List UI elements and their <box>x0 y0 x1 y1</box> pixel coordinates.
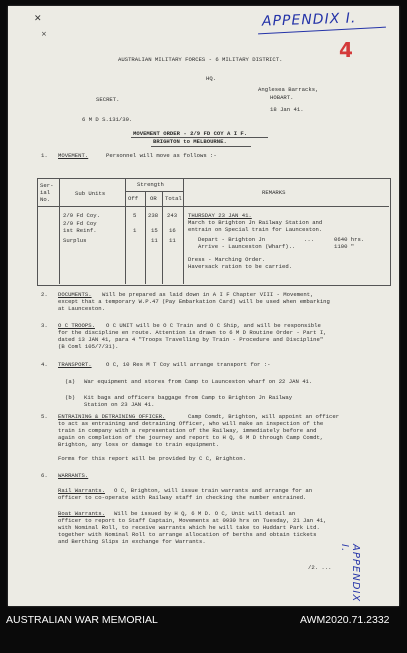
remarks-arrive: Arrive - Launceston (Wharf).. <box>198 243 296 250</box>
remarks-haversack: Haversack ration to be carried. <box>188 263 293 270</box>
remarks-dress: Dress - Marching Order. <box>188 256 266 263</box>
document-page <box>8 6 399 606</box>
column-header-strength: Strength <box>137 181 164 188</box>
column-header-serial: No. <box>40 196 51 203</box>
boat-warrants-line: with Nominal Roll, to receive warrants which he will take to Huddart Park Ltd. <box>58 524 320 531</box>
table-cell-total: 243 <box>167 212 178 219</box>
oc-troops-line: dated 13 JAN 41, para 4 "Troops Travelling by Train - Procedure and Discipline" <box>58 336 324 343</box>
order-title: MOVEMENT ORDER - 2/9 FD COY A I F. <box>133 130 248 137</box>
boat-warrants-heading: Boat Warrants. <box>58 510 105 517</box>
table-cell-total: 16 <box>169 227 176 234</box>
section-heading-movement: MOVEMENT. <box>58 152 89 159</box>
transport-item-b: Station on 23 JAN 41. <box>84 401 155 408</box>
section-heading-entraining: ENTRAINING & DETRAINING OFFICER. <box>58 413 166 420</box>
handwritten-red-number: 4 <box>339 38 353 62</box>
secret-label: SECRET. <box>96 96 120 103</box>
document-title: AUSTRALIAN MILITARY FORCES - 6 MILITARY DISTRICT. <box>118 56 283 63</box>
entraining-line: Camp Comdt, Brighton, will appoint an officer <box>188 413 340 420</box>
order-route-underline <box>151 146 251 147</box>
column-header-total: Total <box>165 195 182 202</box>
rail-warrants-line: officer to co-operate with Railway staff in checking the number entrained. <box>58 494 307 501</box>
section-number: 1. <box>41 152 48 159</box>
table-header-rule <box>37 206 389 207</box>
oc-troops-line: for the discipline en route. Attention is drawn to 6 M D Routine Order - Part I, <box>58 329 327 336</box>
continued-marker: /2. ... <box>308 564 332 571</box>
transport-intro: O C, 10 Res M T Coy will arrange transport for :- <box>106 361 271 368</box>
movement-intro: Personnel will move as follows :- <box>106 152 217 159</box>
table-divider <box>183 178 184 284</box>
boat-warrants-line: together with Nominal Roll to arrange allocation of berths and obtain tickets <box>58 531 317 538</box>
barracks-address: Anglesea Barracks, <box>258 86 319 93</box>
table-cell-unit: 2/9 Fd Coy <box>63 220 97 227</box>
table-cell-unit: Surplus <box>63 237 87 244</box>
entraining-forms: Forms for this report will be provided by C C, Brighton. <box>58 455 246 462</box>
handwritten-appendix-side: APPENDIX I. <box>339 544 361 603</box>
table-divider <box>145 191 146 284</box>
table-divider <box>125 178 126 284</box>
table-cell-or: 15 <box>151 227 158 234</box>
table-divider <box>162 191 163 284</box>
transport-item-b: Kit bags and officers baggage from Camp to Brighton Jn Railway <box>84 394 293 401</box>
documents-line: Will be prepared as laid down in A I F Chapter VIII - Movement, <box>102 291 314 298</box>
hq-label: HQ. <box>206 75 217 82</box>
transport-item-label: (a) <box>65 378 76 385</box>
section-number: 4. <box>41 361 48 368</box>
footer-source: AUSTRALIAN WAR MEMORIAL <box>6 614 158 626</box>
remarks-arrive-time: 1100 " <box>334 243 355 250</box>
entraining-line: to act as entraining and detraining Officer, who will make an inspection of the <box>58 420 324 427</box>
table-cell-total: 11 <box>169 237 176 244</box>
section-number: 5. <box>41 413 48 420</box>
section-heading-transport: TRANSPORT. <box>58 361 92 368</box>
remarks-depart: Depart - Brighton Jn <box>198 236 266 243</box>
order-route: BRIGHTON to MELBOURNE. <box>153 138 227 145</box>
table-cell-unit: 2/9 Fd Coy. <box>63 212 100 219</box>
transport-item-label: (b) <box>65 394 76 401</box>
table-cell-or: 11 <box>151 237 158 244</box>
documents-line: at Launceston. <box>58 305 105 312</box>
boat-warrants-line: Will be issued by H Q, 6 M D. O C, Unit will detail an <box>114 510 296 517</box>
table-divider <box>59 178 60 284</box>
remarks-line: entrain on Special train for Launceston. <box>188 226 323 233</box>
table-cell-off: 5 <box>133 212 137 219</box>
table-cell-unit: 1st Reinf. <box>63 227 97 234</box>
rail-warrants-line: O C, Brighton, will issue train warrants and arrange for an <box>114 487 313 494</box>
table-divider <box>125 191 183 192</box>
corner-mark-icon: × <box>41 30 47 38</box>
remarks-depart-time: 0640 hrs. <box>334 236 365 243</box>
rail-warrants-heading: Rail Warrants. <box>58 487 105 494</box>
section-heading-warrants: WARRANTS. <box>58 472 89 479</box>
section-number: 2. <box>41 291 48 298</box>
order-title-underline <box>131 137 268 138</box>
section-number: 3. <box>41 322 48 329</box>
column-header-remarks: REMARKS <box>262 189 286 196</box>
column-header-serial: Ser- <box>40 182 54 189</box>
corner-mark-icon: ✕ <box>34 14 42 24</box>
section-heading-oc-troops: O C TROOPS. <box>58 322 95 329</box>
entraining-line: Brighton, any loss or damage to train equipment. <box>58 441 220 448</box>
section-heading-documents: DOCUMENTS. <box>58 291 92 298</box>
documents-line: except that a temporary W.P.47 (Pay Embarkation Card) will be used when embarking <box>58 298 330 305</box>
boat-warrants-line: officer to report to Staff Captain, Movements at 0930 hrs on Tuesday, 21 Jan 41, <box>58 517 327 524</box>
column-header-sub-units: Sub Units <box>75 190 106 197</box>
table-cell-or: 238 <box>148 212 159 219</box>
entraining-line: train in company with a representation of the Railway, immediately before and <box>58 427 317 434</box>
column-header-off: Off <box>128 195 139 202</box>
document-date: 18 Jan 41. <box>270 106 304 113</box>
table-cell-off: 1 <box>133 227 137 234</box>
city-address: HOBART. <box>270 94 294 101</box>
entraining-line: again on completion of the journey and report to H Q, 6 M D through Camp Comdt, <box>58 434 324 441</box>
transport-item-a: War equipment and stores from Camp to Launceston wharf on 22 JAN 41. <box>84 378 313 385</box>
handwritten-appendix-top: APPENDIX I. <box>261 10 357 30</box>
boat-warrants-line: and Berthing Slips in exchange for Warrants. <box>58 538 206 545</box>
footer-accession-number: AWM2020.71.2332 <box>300 614 390 626</box>
section-number: 6. <box>41 472 48 479</box>
column-header-serial: ial <box>40 189 51 196</box>
remarks-line: March to Brighton Jn Railway Station and <box>188 219 323 226</box>
remarks-depart-dots: ... <box>304 236 315 243</box>
oc-troops-line: (B Coml 105/7/31). <box>58 343 119 350</box>
oc-troops-line: O C UNIT will be O C Train and O C Ship, and will be responsible <box>106 322 321 329</box>
reference-number: 6 M D S.131/39. <box>82 116 133 123</box>
remarks-date: THURSDAY 23 JAN 41. <box>188 212 252 219</box>
column-header-or: OR <box>150 195 157 202</box>
